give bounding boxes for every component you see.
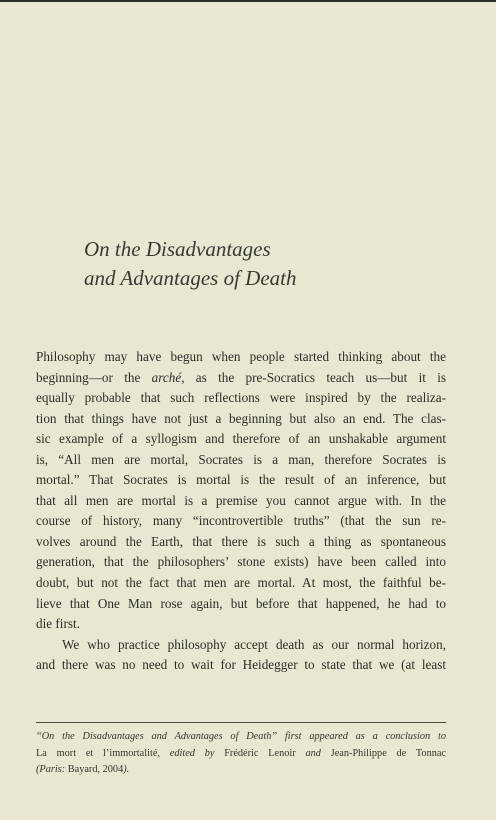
text-span: (Paris: [36, 764, 68, 775]
editor-name: Jean-Philippe de Tonnac [330, 747, 447, 759]
text-span: , edited by [157, 747, 225, 759]
text-line: that all men are mortal is a premise you cannot argue with. In the [36, 492, 446, 508]
text-line: and there was no need to wait for Heidegger to state that we (at least [36, 657, 446, 673]
chapter-title [84, 235, 464, 293]
body-text [36, 347, 446, 676]
text-line: die first. [36, 616, 80, 632]
chapter-title-line-1: On the Disadvantages [84, 237, 271, 261]
footnote [36, 729, 446, 779]
text-span: and [295, 747, 331, 759]
text-line: course of history, many “incontrovertible truths” (that the sun re- [36, 513, 446, 529]
footnote-divider [36, 722, 446, 723]
text-line: is, “All men are mortal, Socrates is a man, therefore Socrates is [36, 451, 446, 467]
footnote-line: “On the Disadvantages and Advantages of Death” first appeared as a conclusion to [36, 731, 446, 742]
editor-name: Frédéric Lenoir [224, 747, 296, 759]
publisher: Bayard, 2004 [67, 764, 124, 775]
text-line: volves around the Earth, that there is such a thing as spontaneous [36, 533, 446, 549]
chapter-title-line-2: and Advantages of Death [84, 266, 297, 290]
text-line: lieve that One Man rose again, but before that happened, he had to [36, 595, 446, 611]
footnote-line [36, 746, 446, 763]
text-span: beginning—or the [36, 369, 152, 385]
book-title: La mort et l’immortalité [36, 747, 158, 759]
text-line: mortal.” That Socrates is mortal is the result of an inference, but [36, 472, 446, 488]
paragraph-2 [36, 635, 446, 676]
text-line [36, 368, 446, 389]
italic-term-arche: arché [151, 369, 182, 385]
paragraph-1 [36, 347, 446, 635]
text-span: , as the pre-Socratics teach us—but it is [181, 369, 446, 385]
text-line: generation, that the philosophers’ stone exists) have been called into [36, 554, 446, 570]
text-line: tion that things have not just a beginning but also an end. The clas- [36, 410, 446, 426]
text-line: We who practice philosophy accept death as our normal horizon, [62, 636, 446, 652]
text-line: sic example of a syllogism and therefore of an unshakable argument [36, 431, 446, 447]
text-line: equally probable that such reflections were inspired by the realiza- [36, 390, 446, 406]
text-line: Philosophy may have begun when people started thinking about the [36, 349, 446, 364]
text-span: ). [123, 764, 130, 775]
footnote-line [36, 762, 446, 779]
text-line: doubt, but not the fact that men are mortal. At most, the faithful be- [36, 575, 446, 591]
